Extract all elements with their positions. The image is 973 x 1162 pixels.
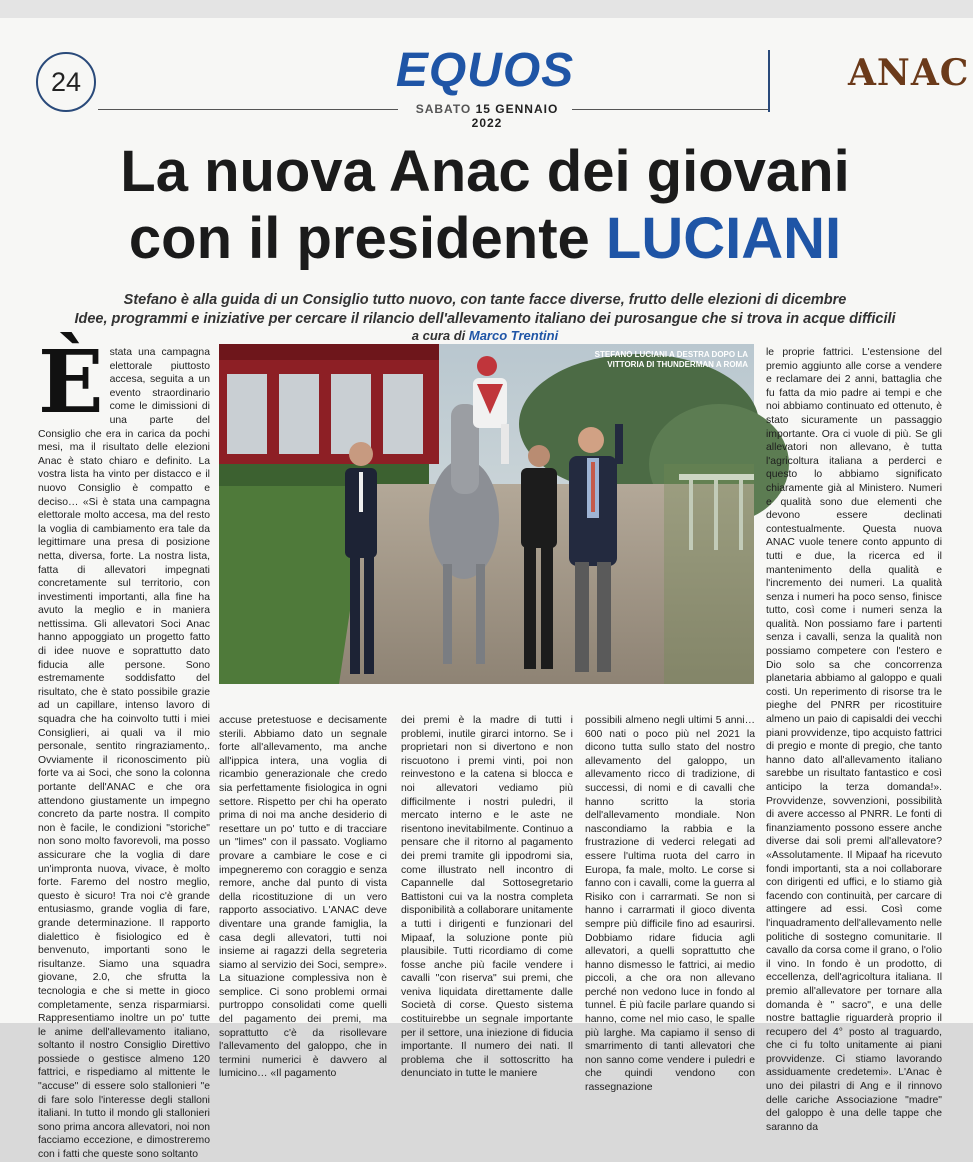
masthead-divider <box>768 50 770 112</box>
headline <box>20 138 950 272</box>
section-logo-anac: ANAC <box>848 52 970 94</box>
article-column-2 <box>219 714 387 1080</box>
article-photo <box>219 344 754 684</box>
headline-accent: LUCIANI <box>605 206 842 271</box>
column-2-text: accuse pretestuose e decisamente sterili. Abbiamo dato un segnale forte all'allevamento, ma anche all'ippica intera, una voglia di ricambio generazionale che credo sia perfettamente fisiologica in ogni settore. Rispetto per chi ha operato prima di noi ma anche desiderio di resettare un po' tutto e di tracciare un "limes" con il passato. Vogliamo provare a cambiare le cose e ci impegneremo con coraggio e senza remore, anche dal punto di vista della ricostituzione di un vero rapporto associativo. L'ANAC deve diventare una grande famiglia, la casa degli allevatori, tutti noi insieme ai ragazzi della segreteria siamo al servizio dei Soci, sempre». La situazione complessiva non è semplice. Ci sono problemi ormai purtroppo consolidati come quelli del pagamento dei premi, ma soprattutto c'è da risollevare l'allevamento del galoppo, che in termini numerici è davvero al lumicino… «Il pagamento <box>219 715 387 1080</box>
column-1-text: stata una campagna elettorale piuttosto accesa, seguita a un evento straordinario come le dimissioni di una parte del Consiglio che era in carica da pochi mesi, ma il risultato delle elezioni Anac è stato chiaro e definito. La vostra lista ha vinto per distacco e il nuovo Consiglio è compatto e deciso… «Si è stata una campagna elettorale molto accesa, ma del resto la voglia di cambiamento era tale da legittimare una presa di posizione netta, diversa, forte. La nostra lista, fatta di allevatori impegnati concretamente sul territorio, con investimenti importanti, alla fine ha avuto la meglio e in maniera nettissima. Gli allevatori Soci Anac hanno appoggiato un progetto fatto di idee nuove e soprattutto dato fiducia alle persone. Sono estremamente soddisfatto del risultato, che è stato possibile grazie ad un capillare, intenso lavoro di squadra che ha coinvolto tutti i miei Consiglieri, ai quali va il mio personale, sentito ringraziamento,. Ovviamente il riconoscimento più forte va ai Soci, che sono la colonna portante dell'ANAC e che ora attendono giustamente un impegno concreto da parte nostra. Il compito non è facile, le condizioni "storiche" non sono molto favorevoli, ma posso assicurare che la voglia di dare un'impronta nuova, vivace, è molto forte. Faremo del nostro meglio, questo è sicuro! Tra noi c'è grande entusiasmo, grande voglia di fare, grande determinazione. Il rapporto dialettico è fisiologico ed è benvenuto, importanti sono le risultanze. Siamo una squadra giovane, 2.0, che sfrutta la tecnologia e che si mette in gioco completamente, senza risparmiarsi. Rappresentiamo inoltre un po' tutte le anime dell'allevamento italiano, soltanto il nostro Consiglio Direttivo possiede o gestisce almeno 120 fattrici, e rispediamo al mittente le "accuse" di essere solo stallonieri "e di fare solo l'interesse degli stalloni italiani. In tutto il mondo gli stallonieri sono prima ancora allevatori, noi non facciamo eccezione, e dimostreremo con i fatti che queste sono soltanto <box>38 347 210 1161</box>
article-column-5 <box>766 346 942 1133</box>
subheadline <box>20 291 950 329</box>
subhead-line2: Idee, programmi e iniziative per cercare il rilancio dell'allevamento italiano dei purosangue che si trova in acque difficili <box>74 311 896 327</box>
article-column-1 <box>38 332 210 1161</box>
masthead-rule-right <box>572 109 768 110</box>
headline-line2 <box>20 205 950 272</box>
column-5-text: le proprie fattrici. L'estensione del premio aggiunto alle corse a vendere e reclamare dei 2 anni, battaglia che fu fatta da mio padre ai tempi e che noi abbiamo continuato ed ottenuto, è stato sicuramente un passaggio importante. Ora ci vuole di più. Se gli allevatori non allevano, è tutta l'agricoltura italiana a perderci e questo lo abbiamo significato chiaramente già al Ministero. Numeri e qualità sono due elementi che devono essere declinati contestualmente. Questa nuova ANAC vuole tenere conto appunto di tutti e due, la ricerca ed il mantenimento della qualità e l'incremento dei numeri. La qualità senza i numeri ha poco senso, finisce tutto, così come i numeri senza la qualità. Non possiamo fare i partenti senza i cavalli, senza la qualità non possiamo competere con l'estero e Dio solo sa che concorrenza planetaria abbiamo al galoppo e quali costi. Un reperimento di risorse tra le pieghe del PNRR per ricostituire almeno un paio di capisaldi dei vecchi piani provvidenze, tipo acquisto fattrici di pregio e monte di pregio, che tanto hanno dato all'allevamento italiano sarebbe un risultato fantastico e così anticipo la terza domanda!». Provvidenze, sovvenzioni, possibilità di avere accesso al PNRR. Le fonti di finanziamento possono essere anche diverse dai soli premi all'allevatore? «Assolutamente. Il Mipaaf ha ricevuto fondi importanti, sta a noi collaborare con dirigenti ed uffici, e lo stiamo già facendo con continuità, per carcare di attingere ad essi. Così come l'inquadramento dell'allevamento nelle politiche di sostegno comunitarie. Il cavallo da corsa come il grano, o l'olio il vino. In fondo è un prodotto, di eccellenza, dell'agricoltura italiana. Il premio all'allevatore per tornare alla domanda è " sacro", e una delle nostre battaglie riguarderà proprio il recupero del 4° posto al traguardo, che ci fu tolto unitamente ai piani provvidenze. Ci stiamo lavorando assiduamente credetemi». L'Anac è uno dei pilastri di Ang e il rinnovo delle cariche Associazione "madre" del galoppo è una delle tappe che saranno da <box>766 347 942 1133</box>
equos-logo: EQUOS <box>395 44 575 97</box>
masthead-rule-left <box>98 109 398 110</box>
top-band <box>0 0 973 18</box>
date-main: 15 GENNAIO 2022 <box>471 102 559 130</box>
article-column-3 <box>401 714 573 1080</box>
date-prefix: SABATO <box>415 102 472 116</box>
column-3-text: dei premi è la madre di tutti i problemi, inutile girarci intorno. Se i proprietari non si divertono e non riscuotono i premi vinti, poi non reinvestono e la catena si blocca e noi allevatori vediamo più difficilmente i nostri puledri, il mercato interno e le aste ne risentono inevitabilmente. Continuo a pensare che il ritorno al pagamento dei premi tramite gli ippodromi sia, come illustrato nell incontro di Capannelle dal Sottosegretario Battistoni cui va la nostra completa disponibilità a collaborare unitamente a tutti i dirigenti e funzionari del Mipaaf, la soluzione ponte più plausibile. Tutti ricordiamo di come fosse anche più facile vendere i cavalli "con riserva" sui premi, che veniva liquidata direttamente dalle Società di corse. Questo sistema costituirebbe un segnale importante per il settore, una iniezione di fiducia importante. Il numero dei nati. Il problema che il sottoscritto ha denunciato in tutte le maniere <box>401 715 573 1080</box>
drop-cap: È <box>38 332 104 433</box>
issue-date <box>402 102 572 130</box>
byline-author: Marco Trentini <box>468 328 559 343</box>
page-number: 24 <box>36 52 96 112</box>
photo-illustration <box>219 344 754 684</box>
article-column-4 <box>585 714 755 1094</box>
headline-line1: La nuova Anac dei giovani <box>120 139 850 204</box>
subhead-line1: Stefano è alla guida di un Consiglio tutto nuovo, con tante facce diverse, frutto delle elezioni di dicembre <box>123 292 847 308</box>
byline-prefix: a cura di <box>411 328 466 343</box>
photo-caption: STEFANO LUCIANI A DESTRA DOPO LA VITTORIA DI THUNDERMAN A ROMA <box>594 350 748 369</box>
column-4-text: possibili almeno negli ultimi 5 anni… 600 nati o poco più nel 2021 la dicono tutta sullo stato del nostro allevamento del galoppo, un allevamento ricco di tradizione, di successi, di nomi e di cavalli che hanno scritto la storia dell'allevamento mondiale. Non nascondiamo la rabbia e la frustrazione di vederci relegati ad essere l'ultima ruota del carro in Europa, fa male, molto. Le corse si fanno con i cavalli, come la guerra al Risiko con i carrarmati. Se non si hanno i carrarmati il gioco diventa sempre più difficile fino ad esaurirsi. Dobbiamo ridare fiducia agli allevatori, a quelli soprattutto che hanno dismesso le fattrici, ai medio piccoli, a che ora non allevano perché non vedono luce in fondo al tunnel. È più facile parlare quando si hanno, come nel mio caso, le spalle più larghe. Ma capiamo il senso di smarrimento di tanti allevatori che non sanno come vendere i puledri e che quindi vendono con rassegnazione <box>585 715 755 1094</box>
headline-line2-prefix: con il presidente <box>128 206 590 271</box>
byline <box>20 328 950 343</box>
